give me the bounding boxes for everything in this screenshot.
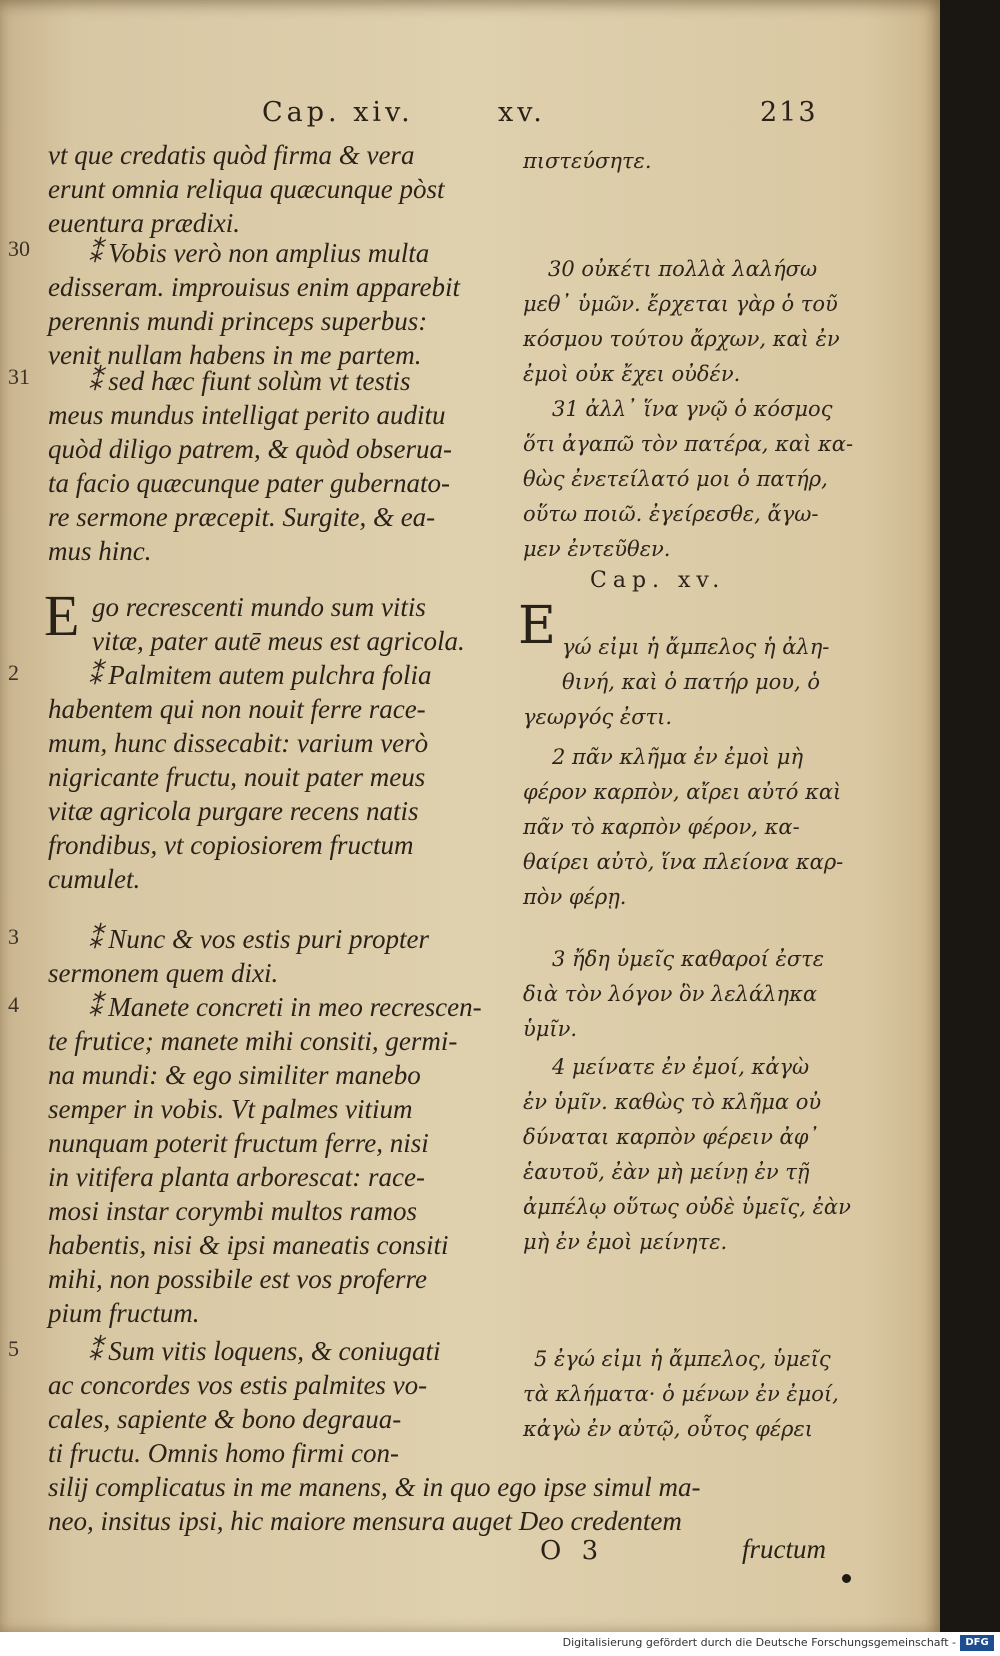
text-line: go recrescenti mundo sum vitis — [92, 592, 426, 622]
text-line: ἐν ὑμῖν. καθὼς τὸ κλῆμα οὐ — [523, 1090, 822, 1114]
latin-verse-31-cont — [48, 398, 452, 568]
text-line: ⁑ Manete concreti in meo recrescen- — [88, 992, 482, 1022]
text-line: θαίρει αὐτὸ, ἵνα πλείονα καρ- — [523, 850, 844, 874]
text-line: φέρον καρπὸν, αἴρει αὐτό καὶ — [523, 780, 842, 804]
text-line: ⁑ Sum vitis loquens, & coniugati — [88, 1336, 441, 1366]
text-line: mosi instar corymbi multos ramos — [48, 1196, 418, 1226]
page-number: 213 — [760, 97, 818, 128]
text-line: euentura prædixi. — [48, 208, 240, 238]
latin-verse-4 — [88, 990, 482, 1024]
latin-verse-30-cont — [48, 270, 460, 372]
text-line: vt que credatis quòd firma & vera — [48, 140, 415, 170]
text-line: ti fructu. Omnis homo firmi con- — [48, 1438, 399, 1468]
latin-verse-3 — [88, 922, 429, 956]
verse-number: 2 — [8, 660, 19, 685]
text-line: erunt omnia reliqua quæcunque pòst — [48, 174, 445, 204]
latin-chapter-15-opening-cont — [92, 624, 465, 658]
greek-verse-5-cont — [523, 1377, 839, 1447]
text-line: ta facio quæcunque pater gubernato- — [48, 468, 450, 498]
text-line: frondibus, vt copiosiorem fructum — [48, 830, 414, 860]
greek-verse-31-cont — [523, 427, 853, 567]
text-line: μεθ᾽ ὑμῶν. ἔρχεται γὰρ ὁ τοῦ — [523, 292, 838, 316]
text-line: semper in vobis. Vt palmes vitium — [48, 1094, 413, 1124]
text-line: ἐμοὶ οὐκ ἔχει οὐδέν. — [523, 362, 741, 386]
latin-verse-30 — [88, 236, 429, 270]
text-line: ἑαυτοῦ, ἐὰν μὴ μείνῃ ἐν τῇ — [523, 1160, 810, 1184]
greek-verse-15-1 — [562, 630, 829, 700]
text-line: vitæ, pater autē meus est agricola. — [92, 626, 465, 656]
text-line: κἀγὼ ἐν αὐτῷ, οὗτος φέρει — [523, 1417, 813, 1441]
text-line: 30 οὐκέτι πολλὰ λαλήσω — [548, 257, 818, 281]
text-line: 4 μείνατε ἐν ἐμοί, κἀγὼ — [552, 1055, 810, 1079]
greek-text-top — [523, 144, 652, 179]
text-line: in vitifera planta arborescat: race- — [48, 1162, 425, 1192]
text-line: vitæ agricola purgare recens natis — [48, 796, 419, 826]
latin-verse-2-cont — [48, 692, 428, 896]
running-head-chapter-greek: xv. — [498, 97, 546, 128]
text-line: edisseram. improuisus enim apparebit — [48, 272, 460, 302]
text-line: silij complicatus in me manens, & in quo ego ipse simul ma- — [48, 1472, 701, 1502]
verse-number: 31 — [8, 364, 30, 389]
dfg-logo-icon: DFG — [960, 1635, 994, 1651]
text-line: cumulet. — [48, 864, 141, 894]
text-line: ⁑ Nunc & vos estis puri propter — [88, 924, 429, 954]
latin-verse-31 — [88, 364, 410, 398]
greek-verse-2 — [552, 740, 803, 775]
verse-number: 30 — [8, 236, 30, 261]
greek-verse-4 — [552, 1050, 809, 1085]
text-line: sermonem quem dixi. — [48, 958, 279, 988]
text-line: neo, insitus ipsi, hic maiore mensura auget Deo credentem — [48, 1506, 682, 1536]
latin-verse-2 — [88, 658, 431, 692]
text-line: 2 πᾶν κλῆμα ἐν ἐμοὶ μὴ — [552, 745, 804, 769]
verse-number: 3 — [8, 924, 19, 949]
text-line: πᾶν τὸ καρπὸν φέρον, κα- — [523, 815, 800, 839]
drop-cap-greek: E — [518, 596, 556, 656]
greek-verse-30-cont — [523, 287, 840, 392]
text-line: θὼς ἐνετείλατό μοι ὁ πατήρ, — [523, 467, 828, 491]
text-line: γεωργός ἐστι. — [523, 705, 673, 729]
text-line: οὕτω ποιῶ. ἐγείρεσθε, ἄγω- — [523, 502, 819, 526]
text-line: ac concordes vos estis palmites vo- — [48, 1370, 428, 1400]
verse-number: 4 — [8, 992, 19, 1017]
text-line: ἀμπέλῳ οὕτως οὐδὲ ὑμεῖς, ἐὰν — [523, 1195, 851, 1219]
text-line: ⁑ Palmitem autem pulchra folia — [88, 660, 432, 690]
text-line: mum, hunc dissecabit: varium verò — [48, 728, 429, 758]
text-line: nunquam poterit fructum ferre, nisi — [48, 1128, 429, 1158]
greek-verse-30 — [548, 252, 817, 287]
text-line: mus hinc. — [48, 536, 152, 566]
greek-verse-2-cont — [523, 775, 843, 915]
text-line: meus mundus intelligat perito auditu — [48, 400, 446, 430]
text-line: mihi, non possibile est vos proferre — [48, 1264, 427, 1294]
ink-dot — [842, 1574, 851, 1583]
greek-verse-4-cont — [523, 1085, 851, 1260]
text-line: perennis mundi princeps superbus: — [48, 306, 428, 336]
text-line: ⁑ Vobis verò non amplius multa — [88, 238, 430, 268]
text-line: διὰ τὸν λόγον ὃν λελάληκα — [523, 982, 818, 1006]
text-line: na mundi: & ego similiter manebo — [48, 1060, 421, 1090]
text-line: venit nullam habens in me partem. — [48, 340, 422, 370]
text-line: κόσμου τούτου ἄρχων, καὶ ἐν — [523, 327, 840, 351]
text-line: γώ εἰμι ἡ ἄμπελος ἡ ἀλη- — [562, 635, 830, 659]
chapter-heading: Cap. xv. — [590, 568, 726, 593]
text-line: θινή, καὶ ὁ πατήρ μου, ὁ — [562, 670, 821, 694]
greek-verse-3 — [552, 942, 824, 977]
greek-verse-3-cont — [523, 977, 817, 1047]
text-line: nigricante fructu, nouit pater meus — [48, 762, 426, 792]
verse-number: 5 — [8, 1336, 19, 1361]
text-line: ⁑ sed hæc fiunt solùm vt testis — [88, 366, 411, 396]
text-line: μὴ ἐν ἐμοὶ μείνητε. — [523, 1230, 728, 1254]
text-line: ὅτι ἀγαπῶ τὸν πατέρα, καὶ κα- — [523, 432, 854, 456]
greek-verse-31 — [552, 392, 832, 427]
text-line: πὸν φέρῃ. — [523, 885, 627, 909]
signature-mark: O 3 — [540, 1536, 605, 1566]
latin-chapter-15-opening — [92, 590, 426, 624]
latin-verse-4-cont — [48, 1024, 457, 1330]
latin-text-top — [48, 138, 444, 240]
greek-verse-5 — [534, 1342, 831, 1377]
text-line: habentis, nisi & ipsi maneatis consiti — [48, 1230, 449, 1260]
text-line: δύναται καρπὸν φέρειν ἀφ᾽ — [523, 1125, 819, 1149]
latin-verse-5 — [88, 1334, 440, 1368]
text-line: τὰ κλήματα· ὁ μένων ἐν ἐμοί, — [523, 1382, 839, 1406]
text-line: habentem qui non nouit ferre race- — [48, 694, 426, 724]
text-line: cales, sapiente & bono degraua- — [48, 1404, 402, 1434]
funding-notice: Digitalisierung gefördert durch die Deutsche Forschungsgemeinschaft - — [562, 1636, 956, 1649]
text-line: μεν ἐντεῦθεν. — [523, 537, 671, 561]
text-line: re sermone præcepit. Surgite, & ea- — [48, 502, 436, 532]
text-line: πιστεύσητε. — [523, 149, 652, 173]
text-line: ὑμῖν. — [523, 1017, 578, 1041]
text-line: 31 ἀλλ᾽ ἵνα γνῷ ὁ κόσμος — [552, 397, 833, 421]
text-line: quòd diligo patrem, & quòd obserua- — [48, 434, 452, 464]
catchword: fructum — [742, 1534, 826, 1564]
greek-verse-15-1-cont — [523, 700, 672, 735]
running-head-chapter: Cap. xiv. — [262, 97, 414, 128]
text-line: te frutice; manete mihi consiti, germi- — [48, 1026, 458, 1056]
text-line: 5 ἐγώ εἰμι ἡ ἄμπελος, ὑμεῖς — [534, 1347, 831, 1371]
text-line: pium fructum. — [48, 1298, 200, 1328]
text-line: 3 ἤδη ὑμεῖς καθαροί ἐστε — [552, 947, 825, 971]
latin-verse-3-cont — [48, 956, 278, 990]
drop-cap-latin: E — [44, 583, 80, 648]
